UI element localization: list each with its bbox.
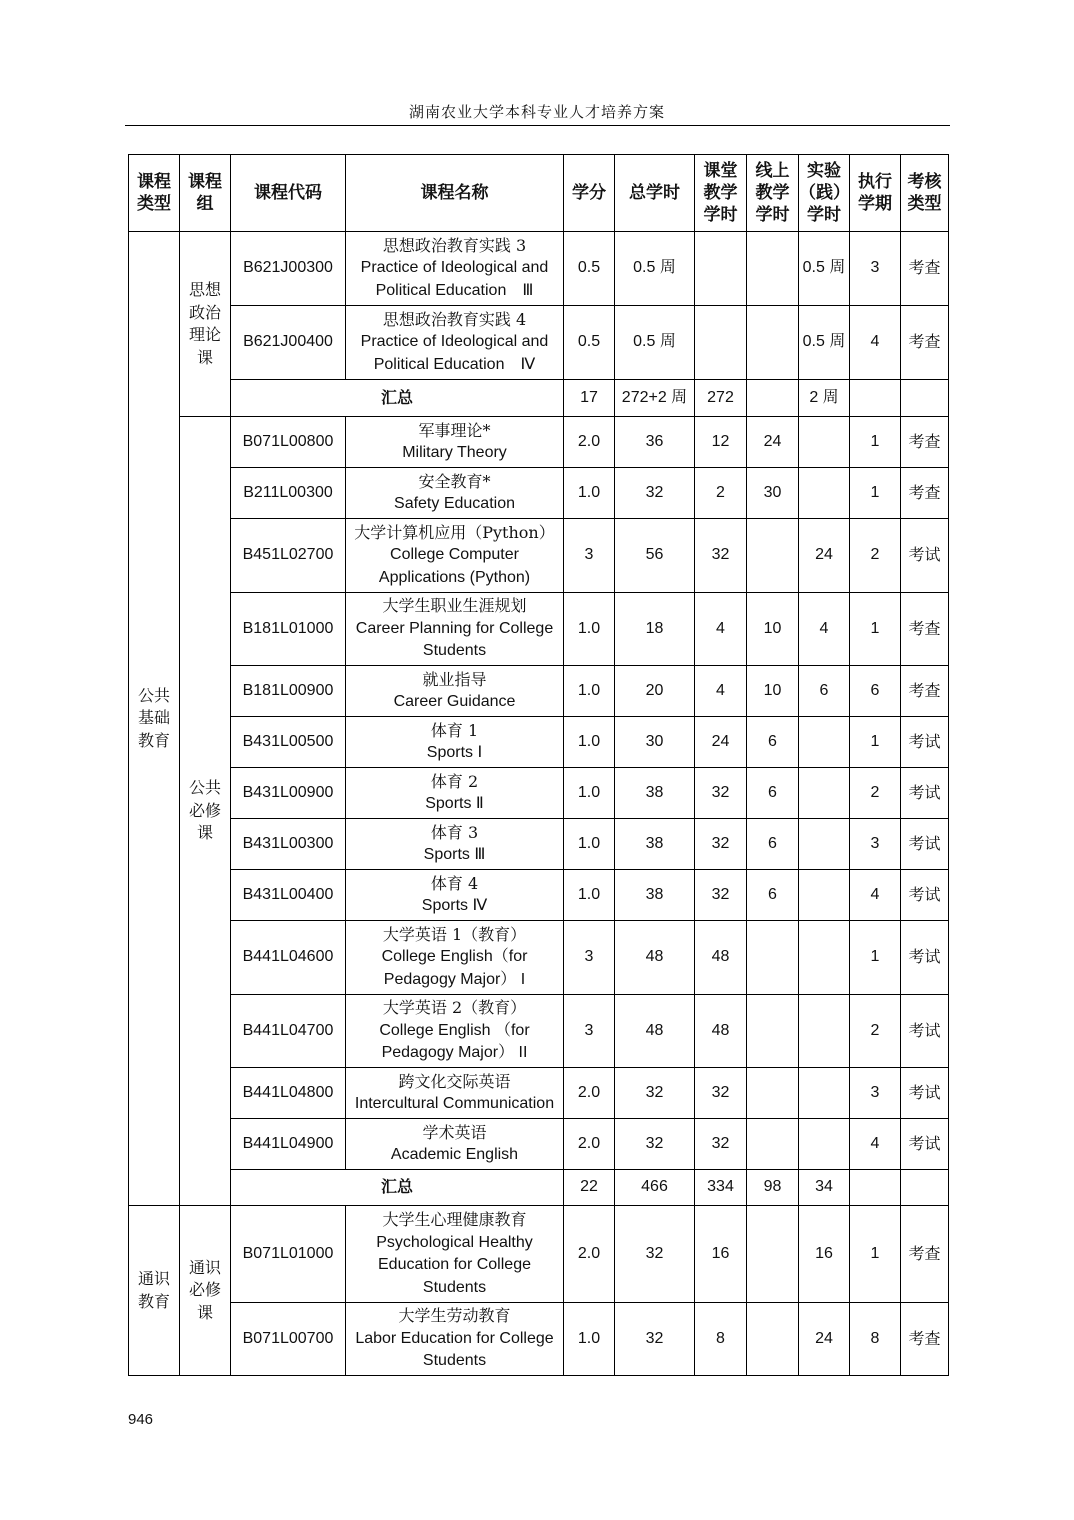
course-group-cell: 公共 必修 课 xyxy=(180,417,231,1206)
course-name: 体育 2 Sports Ⅱ xyxy=(346,768,564,819)
cell-credit: 1.0 xyxy=(564,717,615,768)
header-assessment-type: 考核 类型 xyxy=(901,155,949,232)
table-row xyxy=(129,819,949,870)
cell-classroom: 32 xyxy=(695,1119,747,1170)
header-online-hours: 线上 教学 学时 xyxy=(747,155,799,232)
cell-practice: 34 xyxy=(799,1170,850,1206)
cell-credit: 3 xyxy=(564,519,615,593)
cell-credit: 1.0 xyxy=(564,666,615,717)
cell-practice: 0.5 周 xyxy=(799,306,850,380)
course-code: B431L00300 xyxy=(231,819,346,870)
cell-online xyxy=(747,380,799,417)
cell-total: 0.5 周 xyxy=(615,306,695,380)
course-name: 大学生职业生涯规划 Career Planning for College Students xyxy=(346,593,564,666)
cell-total: 48 xyxy=(615,995,695,1068)
cell-assessment: 考查 xyxy=(901,1206,949,1303)
cell-total: 38 xyxy=(615,870,695,921)
course-code: B451L02700 xyxy=(231,519,346,593)
cell-practice xyxy=(799,717,850,768)
header-course-type: 课程 类型 xyxy=(129,155,180,232)
course-code: B621J00300 xyxy=(231,232,346,306)
cell-classroom: 8 xyxy=(695,1303,747,1376)
course-code: B621J00400 xyxy=(231,306,346,380)
course-name: 安全教育* Safety Education xyxy=(346,468,564,519)
cell-credit: 2.0 xyxy=(564,1206,615,1303)
course-name: 体育 1 Sports Ⅰ xyxy=(346,717,564,768)
cell-classroom: 334 xyxy=(695,1170,747,1206)
table-row xyxy=(129,232,949,306)
summary-row xyxy=(129,380,949,417)
cell-semester: 4 xyxy=(850,870,901,921)
cell-assessment: 考查 xyxy=(901,417,949,468)
cell-credit: 0.5 xyxy=(564,232,615,306)
cell-practice xyxy=(799,768,850,819)
header-course-code: 课程代码 xyxy=(231,155,346,232)
cell-total: 38 xyxy=(615,768,695,819)
cell-classroom xyxy=(695,306,747,380)
cell-total: 38 xyxy=(615,819,695,870)
cell-classroom: 32 xyxy=(695,870,747,921)
cell-classroom: 32 xyxy=(695,819,747,870)
cell-total: 32 xyxy=(615,468,695,519)
course-name: 大学英语 2（教育） College English （for Pedagogy Major） II xyxy=(346,995,564,1068)
course-name: 大学生心理健康教育 Psychological Healthy Education for College Students xyxy=(346,1206,564,1303)
cell-practice: 2 周 xyxy=(799,380,850,417)
cell-practice xyxy=(799,1119,850,1170)
course-name: 学术英语 Academic English xyxy=(346,1119,564,1170)
cell-total: 48 xyxy=(615,921,695,995)
cell-practice: 24 xyxy=(799,519,850,593)
header-semester: 执行 学期 xyxy=(850,155,901,232)
cell-semester: 2 xyxy=(850,768,901,819)
course-code: B211L00300 xyxy=(231,468,346,519)
table-row xyxy=(129,306,949,380)
cell-practice xyxy=(799,468,850,519)
table-row xyxy=(129,593,949,666)
cell-credit: 1.0 xyxy=(564,870,615,921)
cell-total: 30 xyxy=(615,717,695,768)
course-code: B071L00800 xyxy=(231,417,346,468)
cell-semester: 2 xyxy=(850,995,901,1068)
course-type-cell: 通识 教育 xyxy=(129,1206,180,1376)
cell-credit: 2.0 xyxy=(564,417,615,468)
summary-label: 汇总 xyxy=(231,380,564,417)
table-row xyxy=(129,1119,949,1170)
cell-online: 98 xyxy=(747,1170,799,1206)
cell-assessment: 考查 xyxy=(901,666,949,717)
course-code: B441L04800 xyxy=(231,1068,346,1119)
cell-credit: 2.0 xyxy=(564,1119,615,1170)
cell-online xyxy=(747,921,799,995)
cell-total: 0.5 周 xyxy=(615,232,695,306)
cell-classroom: 12 xyxy=(695,417,747,468)
table-row xyxy=(129,995,949,1068)
cell-practice xyxy=(799,921,850,995)
cell-semester: 1 xyxy=(850,468,901,519)
cell-assessment: 考查 xyxy=(901,1303,949,1376)
cell-total: 20 xyxy=(615,666,695,717)
course-type-cell: 公共 基础 教育 xyxy=(129,232,180,1206)
course-code: B431L00500 xyxy=(231,717,346,768)
course-name: 思想政治教育实践 4 Practice of Ideological and Political Education Ⅳ xyxy=(346,306,564,380)
header-course-group: 课程 组 xyxy=(180,155,231,232)
cell-semester: 4 xyxy=(850,1119,901,1170)
cell-practice xyxy=(799,870,850,921)
cell-assessment: 考试 xyxy=(901,921,949,995)
course-name: 体育 3 Sports Ⅲ xyxy=(346,819,564,870)
cell-semester: 1 xyxy=(850,717,901,768)
cell-practice xyxy=(799,995,850,1068)
cell-practice xyxy=(799,1068,850,1119)
cell-assessment: 考试 xyxy=(901,1119,949,1170)
cell-classroom: 24 xyxy=(695,717,747,768)
cell-total: 32 xyxy=(615,1206,695,1303)
course-code: B181L00900 xyxy=(231,666,346,717)
cell-total: 36 xyxy=(615,417,695,468)
cell-practice: 24 xyxy=(799,1303,850,1376)
course-group-cell: 通识 必修 课 xyxy=(180,1206,231,1376)
cell-credit: 1.0 xyxy=(564,593,615,666)
cell-online: 10 xyxy=(747,593,799,666)
cell-online: 6 xyxy=(747,870,799,921)
cell-total: 32 xyxy=(615,1119,695,1170)
cell-credit: 2.0 xyxy=(564,1068,615,1119)
cell-semester xyxy=(850,380,901,417)
cell-practice xyxy=(799,417,850,468)
course-code: B071L00700 xyxy=(231,1303,346,1376)
cell-online xyxy=(747,519,799,593)
cell-online xyxy=(747,1206,799,1303)
cell-online: 6 xyxy=(747,819,799,870)
cell-classroom: 4 xyxy=(695,666,747,717)
header-course-name: 课程名称 xyxy=(346,155,564,232)
cell-classroom: 32 xyxy=(695,1068,747,1119)
cell-assessment: 考试 xyxy=(901,870,949,921)
course-code: B181L01000 xyxy=(231,593,346,666)
header-classroom-hours: 课堂 教学 学时 xyxy=(695,155,747,232)
summary-row xyxy=(129,1170,949,1206)
course-code: B431L00400 xyxy=(231,870,346,921)
table-row xyxy=(129,717,949,768)
cell-classroom: 48 xyxy=(695,921,747,995)
cell-assessment: 考试 xyxy=(901,1068,949,1119)
course-name: 思想政治教育实践 3 Practice of Ideological and Political Education Ⅲ xyxy=(346,232,564,306)
cell-assessment: 考查 xyxy=(901,468,949,519)
cell-assessment xyxy=(901,380,949,417)
course-name: 大学英语 1（教育） College English（for Pedagogy Major） I xyxy=(346,921,564,995)
cell-semester: 3 xyxy=(850,1068,901,1119)
cell-online: 6 xyxy=(747,717,799,768)
cell-semester: 6 xyxy=(850,666,901,717)
cell-online: 24 xyxy=(747,417,799,468)
cell-semester: 1 xyxy=(850,921,901,995)
header-credit: 学分 xyxy=(564,155,615,232)
cell-assessment: 考试 xyxy=(901,519,949,593)
table-body xyxy=(129,232,949,1376)
course-code: B441L04700 xyxy=(231,995,346,1068)
header-rule xyxy=(125,125,950,126)
course-code: B441L04600 xyxy=(231,921,346,995)
course-name: 大学计算机应用（Python） College Computer Applications (Python) xyxy=(346,519,564,593)
course-name: 跨文化交际英语 Intercultural Communication xyxy=(346,1068,564,1119)
table-row xyxy=(129,1068,949,1119)
cell-classroom: 16 xyxy=(695,1206,747,1303)
cell-classroom xyxy=(695,232,747,306)
cell-total: 272+2 周 xyxy=(615,380,695,417)
cell-assessment: 考查 xyxy=(901,306,949,380)
cell-practice: 6 xyxy=(799,666,850,717)
table-row xyxy=(129,870,949,921)
cell-online xyxy=(747,1119,799,1170)
cell-online xyxy=(747,1303,799,1376)
cell-classroom: 32 xyxy=(695,768,747,819)
cell-credit: 1.0 xyxy=(564,768,615,819)
course-code: B441L04900 xyxy=(231,1119,346,1170)
table-header-row xyxy=(129,155,949,232)
cell-credit: 0.5 xyxy=(564,306,615,380)
cell-online: 10 xyxy=(747,666,799,717)
cell-semester: 2 xyxy=(850,519,901,593)
cell-practice: 4 xyxy=(799,593,850,666)
course-name: 体育 4 Sports Ⅳ xyxy=(346,870,564,921)
header-practice-hours: 实验 （践） 学时 xyxy=(799,155,850,232)
table-row xyxy=(129,666,949,717)
cell-credit: 1.0 xyxy=(564,468,615,519)
table-row xyxy=(129,417,949,468)
cell-practice: 0.5 周 xyxy=(799,232,850,306)
cell-credit: 1.0 xyxy=(564,1303,615,1376)
table-row xyxy=(129,519,949,593)
page-header: 湖南农业大学本科专业人才培养方案 xyxy=(408,103,665,121)
cell-online: 6 xyxy=(747,768,799,819)
course-name: 大学生劳动教育 Labor Education for College Students xyxy=(346,1303,564,1376)
cell-credit: 1.0 xyxy=(564,819,615,870)
cell-practice xyxy=(799,819,850,870)
cell-semester: 4 xyxy=(850,306,901,380)
cell-total: 32 xyxy=(615,1303,695,1376)
cell-online xyxy=(747,306,799,380)
table-row xyxy=(129,1303,949,1376)
cell-classroom: 32 xyxy=(695,519,747,593)
summary-label: 汇总 xyxy=(231,1170,564,1206)
cell-classroom: 2 xyxy=(695,468,747,519)
cell-semester: 8 xyxy=(850,1303,901,1376)
cell-assessment: 考查 xyxy=(901,593,949,666)
cell-total: 466 xyxy=(615,1170,695,1206)
cell-semester: 1 xyxy=(850,1206,901,1303)
cell-online: 30 xyxy=(747,468,799,519)
cell-credit: 3 xyxy=(564,921,615,995)
cell-semester: 1 xyxy=(850,593,901,666)
course-group-cell: 思想 政治 理论 课 xyxy=(180,232,231,417)
page-number: 946 xyxy=(128,1411,154,1428)
cell-classroom: 48 xyxy=(695,995,747,1068)
table-row xyxy=(129,468,949,519)
table-row xyxy=(129,921,949,995)
cell-assessment: 考试 xyxy=(901,819,949,870)
cell-credit: 17 xyxy=(564,380,615,417)
cell-semester xyxy=(850,1170,901,1206)
cell-assessment xyxy=(901,1170,949,1206)
cell-classroom: 272 xyxy=(695,380,747,417)
cell-assessment: 考试 xyxy=(901,995,949,1068)
cell-semester: 3 xyxy=(850,232,901,306)
cell-assessment: 考试 xyxy=(901,717,949,768)
course-name: 军事理论* Military Theory xyxy=(346,417,564,468)
cell-classroom: 4 xyxy=(695,593,747,666)
course-code: B431L00900 xyxy=(231,768,346,819)
cell-online xyxy=(747,1068,799,1119)
cell-online xyxy=(747,995,799,1068)
table-row xyxy=(129,768,949,819)
cell-online xyxy=(747,232,799,306)
cell-credit: 22 xyxy=(564,1170,615,1206)
course-table xyxy=(128,154,949,1376)
cell-credit: 3 xyxy=(564,995,615,1068)
cell-semester: 1 xyxy=(850,417,901,468)
course-code: B071L01000 xyxy=(231,1206,346,1303)
cell-total: 18 xyxy=(615,593,695,666)
course-name: 就业指导 Career Guidance xyxy=(346,666,564,717)
cell-practice: 16 xyxy=(799,1206,850,1303)
cell-total: 32 xyxy=(615,1068,695,1119)
table-row xyxy=(129,1206,949,1303)
cell-assessment: 考查 xyxy=(901,232,949,306)
cell-semester: 3 xyxy=(850,819,901,870)
cell-total: 56 xyxy=(615,519,695,593)
header-total-hours: 总学时 xyxy=(615,155,695,232)
cell-assessment: 考试 xyxy=(901,768,949,819)
